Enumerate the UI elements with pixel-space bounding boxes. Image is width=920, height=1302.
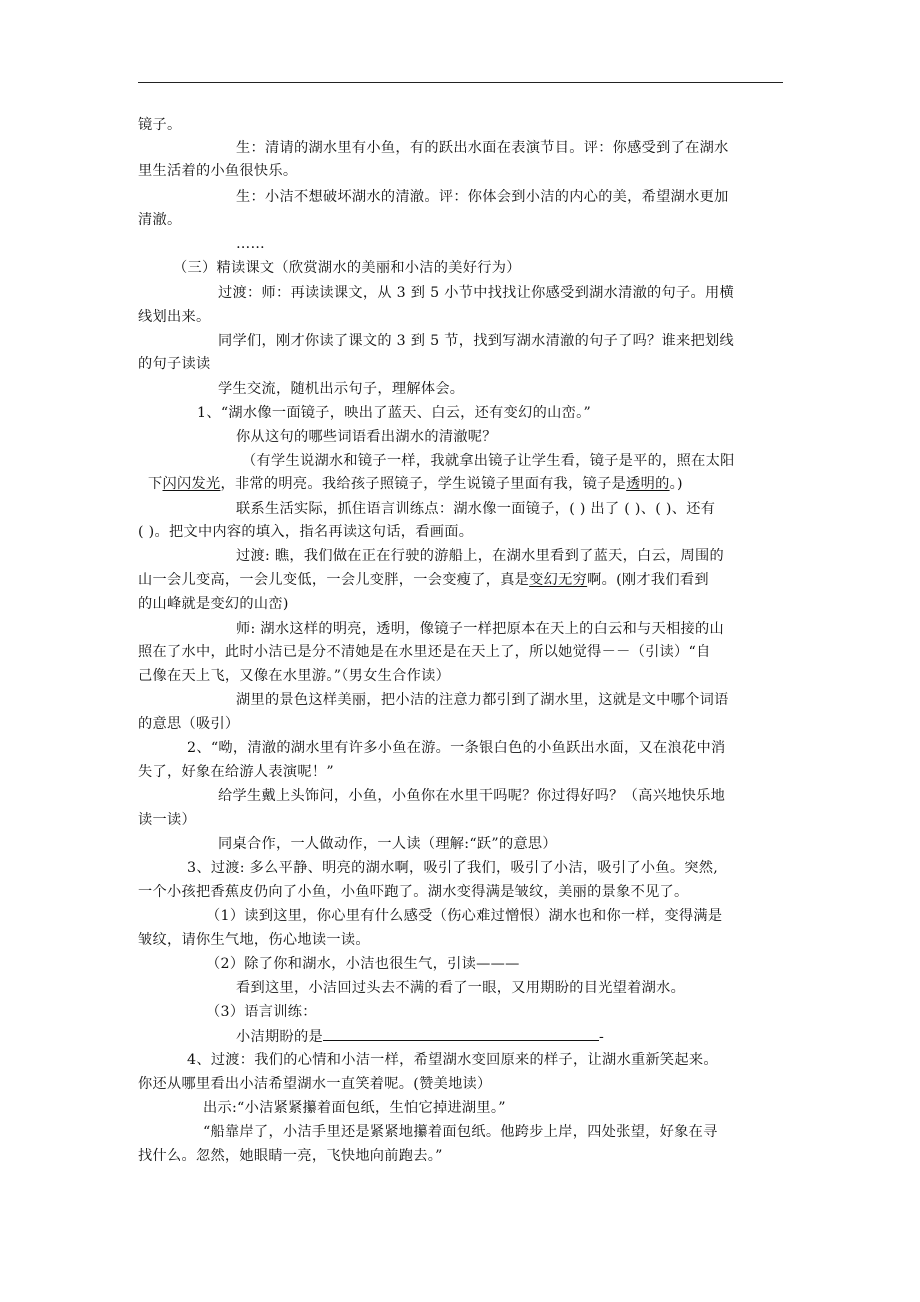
text-line: 一个小孩把香蕉皮仍向了小鱼，小鱼吓跑了。湖水变得满是皱纹，美丽的景象不见了。 — [138, 884, 689, 900]
text-line: 读一读） — [138, 812, 196, 828]
text-line: 湖里的景色这样美丽，把小洁的注意力都引到了湖水里，这就是文中哪个词语 — [236, 692, 729, 708]
text-run: 啊。(刚才我们看到 — [587, 572, 709, 588]
text-line: （1）读到这里，你心里有什么感受（伤心难过憎恨）湖水也和你一样，变得满是 — [206, 908, 723, 924]
text-line — [138, 570, 709, 590]
text-line: 同桌合作，一人做动作，一人读（理解:“跃”的意思） — [218, 836, 557, 852]
text-line: （2）除了你和湖水，小洁也很生气，引读——— — [206, 956, 520, 972]
text-line: 联系生活实际，抓住语言训练点：湖水像一面镜子，( ) 出了 ( )、( )、还有 — [236, 501, 716, 517]
text-line: 的句子读读 — [138, 356, 211, 372]
text-line: 3、过渡: 多么平静、明亮的湖水啊，吸引了我们，吸引了小洁，吸引了小鱼。突然, — [187, 860, 719, 876]
text-line: 生：清请的湖水里有小鱼，有的跃出水面在表演节目。评：你感受到了在湖水 — [236, 140, 729, 156]
fill-in-blank — [323, 1026, 599, 1041]
text-line: 出示:“小洁紧紧攥着面包纸，生怕它掉进湖里。” — [203, 1100, 506, 1116]
text-line: 皱纹，请你生气地，伤心地读一读。 — [138, 932, 370, 948]
text-line: （有学生说湖水和镜子一样，我就拿出镜子让学生看，镜子是平的，照在太阳 — [242, 453, 735, 469]
text-line: 你从这句的哪些词语看出湖水的清澈呢？ — [236, 429, 497, 445]
text-line: 学生交流，随机出示句子，理解体会。 — [218, 381, 465, 397]
text-line: 线划出来。 — [138, 309, 211, 325]
text-line: 过渡: 瞧，我们做在正在行驶的游船上，在湖水里看到了蓝天，白云，周围的 — [236, 548, 724, 564]
text-line: 己像在天上飞，又像在水里游。”（男女生合作读） — [138, 668, 451, 684]
underlined-phrase: 透明的 — [626, 476, 670, 492]
text-line: 同学们，刚才你读了课文的 3 到 5 节，找到写湖水清澈的句子了吗？谁来把划线 — [218, 333, 734, 349]
text-line: “船靠岸了，小洁手里还是紧紧地攥着面包纸。他跨步上岸，四处张望，好象在寻 — [203, 1124, 718, 1140]
text-line: 给学生戴上头饰问，小鱼，小鱼你在水里干吗呢？你过得好吗？（高兴地快乐地 — [218, 788, 726, 804]
text-line: 里生活着的小鱼很快乐。 — [138, 163, 298, 179]
text-line: 失了，好象在给游人表演呢！” — [138, 764, 334, 780]
text-line: 镜子。 — [138, 117, 182, 133]
text-run: 下 — [148, 476, 163, 492]
text-line: 4、过渡：我们的心情和小洁一样，希望湖水变回原来的样子，让湖水重新笑起来。 — [187, 1052, 718, 1068]
text-line: 看到这里，小洁回过头去不满的看了一眼，又用期盼的目光望着湖水。 — [236, 980, 686, 996]
text-line — [236, 1026, 604, 1047]
text-run: - — [598, 1029, 605, 1045]
text-line: 清澈。 — [138, 212, 182, 228]
text-line: 师: 湖水这样的明亮，透明，像镜子一样把原本在天上的白云和与天相接的山 — [236, 621, 724, 637]
underlined-phrase: 变幻无穷 — [529, 572, 588, 588]
text-line: 生：小洁不想破坏湖水的清澈。评：你体会到小洁的内心的美，希望湖水更加 — [236, 189, 729, 205]
text-run: 小洁期盼的是 — [236, 1029, 323, 1045]
text-run: 。) — [669, 476, 683, 492]
text-line: （3）语言训练： — [206, 1004, 317, 1020]
underlined-phrase: 闪闪发光 — [162, 476, 221, 492]
text-run: 山一会儿变高，一会儿变低，一会儿变胖，一会变瘦了，真是 — [138, 572, 530, 588]
text-line: 过渡：师：再读读课文，从 3 到 5 小节中找找让你感受到湖水清澈的句子。用横 — [218, 285, 734, 301]
text-line: 2、“呦，清澈的湖水里有许多小鱼在游。一条银白色的小鱼跃出水面，又在浪花中消 — [187, 740, 726, 756]
text-line: 的意思（吸引） — [138, 716, 240, 732]
text-line — [148, 474, 683, 494]
text-line: 找什么。忽然，她眼睛一亮，飞快地向前跑去。” — [138, 1148, 443, 1164]
text-line: ( )。把文中内容的填入，指名再读这句话，看画面。 — [138, 524, 474, 540]
text-line: 你还从哪里看出小洁希望湖水一直笑着呢。(赞美地读） — [138, 1076, 492, 1092]
section-heading: （三）精读课文（欣赏湖水的美丽和小洁的美好行为） — [173, 260, 521, 276]
header-rule — [138, 82, 783, 83]
text-line: 照在了水中，此时小洁已是分不清她是在水里还是在天上了，所以她觉得－－（引读）“自 — [138, 644, 711, 660]
text-line: …… — [236, 236, 265, 252]
text-run: ，非常的明亮。我给孩子照镜子，学生说镜子里面有我，镜子是 — [220, 476, 627, 492]
text-line: 的山峰就是变幻的山峦) — [138, 596, 289, 612]
text-line: 1、“湖水像一面镜子，映出了蓝天、白云，还有变幻的山峦。” — [197, 405, 592, 421]
